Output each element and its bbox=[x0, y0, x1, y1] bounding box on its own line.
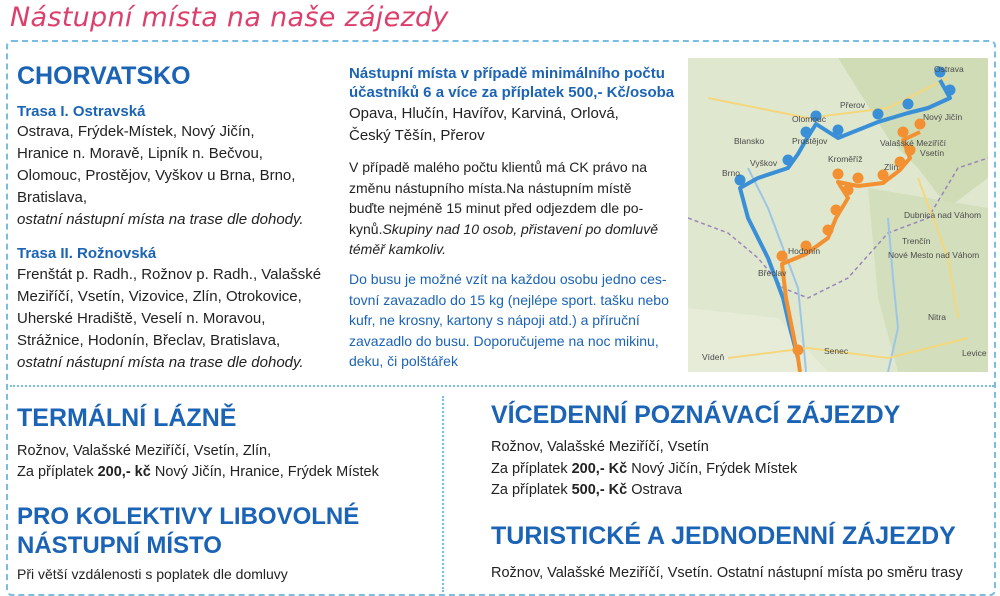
map-label: Trenčín bbox=[902, 236, 931, 246]
page-title: Nástupní místa na naše zájezdy bbox=[10, 2, 449, 33]
map-label: Levice bbox=[962, 348, 987, 358]
multiday-heading: VÍCEDENNÍ POZNÁVACÍ ZÁJEZDY bbox=[491, 401, 901, 429]
map-pin bbox=[853, 173, 864, 184]
map-label: Vyškov bbox=[750, 158, 778, 168]
map-label: Zlín bbox=[884, 162, 899, 172]
route2-text: Frenštát p. Radh., Rožnov p. Radh., Valašské Meziříčí, Vsetín, Vizovice, Zlín, Otrokovice, Uherské Hradiště, Veselí n. Moravou, Strážnice, Hodonín, Břeclav, Bratislava, ostatní nástupní místa na trase dle dohody. bbox=[17, 266, 322, 371]
map-label: Přerov bbox=[840, 100, 866, 110]
map-pin bbox=[873, 109, 884, 120]
map-label: Valašské Meziříčí bbox=[880, 138, 946, 148]
map-pin bbox=[833, 125, 844, 136]
minimum-heading: Nástupní místa v případě minimálního počtu účastníků 6 a více za příplatek 500,- Kč/osoba bbox=[349, 65, 675, 101]
map-label: Blansko bbox=[734, 136, 765, 146]
route2-title: Trasa II. Rožnovská bbox=[17, 245, 157, 262]
map-label: Vsetín bbox=[920, 148, 945, 158]
map-label: Nitra bbox=[928, 312, 946, 322]
collective-text: Při větší vzdálenosti s poplatek dle domluvy bbox=[17, 566, 288, 582]
minimum-cities: Opava, Hlučín, Havířov, Karviná, Orlová, Český Těšín, Přerov bbox=[349, 105, 619, 144]
map-label: Nový Jičín bbox=[923, 112, 963, 122]
map-pin bbox=[777, 251, 788, 262]
map-pin bbox=[843, 185, 854, 196]
map-pin bbox=[793, 345, 804, 356]
map-label: Kroměříž bbox=[828, 154, 863, 164]
map-label: Vídeň bbox=[702, 352, 725, 362]
horizontal-divider bbox=[10, 385, 994, 387]
map-pin bbox=[903, 99, 914, 110]
route1-title: Trasa I. Ostravská bbox=[17, 103, 146, 120]
croatia-heading: CHORVATSKO bbox=[17, 62, 191, 90]
map-pin bbox=[945, 85, 956, 96]
route1-text: Ostrava, Frýdek-Místek, Nový Jičín, Hranice n. Moravě, Lipník n. Bečvou, Olomouc, Prostějov, Vyškov u Brna, Brno, Bratislava, ostatní nástupní místa na trase dle dohody. bbox=[17, 123, 304, 228]
map-label: Hodonín bbox=[788, 246, 821, 256]
map-label: Břeclav bbox=[758, 268, 787, 278]
map-pin bbox=[783, 155, 794, 166]
vertical-divider bbox=[442, 396, 444, 592]
map-label: Prostějov bbox=[792, 136, 828, 146]
thermal-heading: TERMÁLNÍ LÁZNĚ bbox=[17, 404, 237, 432]
map-label: Brno bbox=[722, 168, 740, 178]
multiday-text: Rožnov, Valašské Meziříčí, Vsetín Za příplatek 200,- Kč Nový Jičín, Frýdek Místek Za příplatek 500,- Kč Ostrava bbox=[491, 439, 798, 498]
route-map-svg bbox=[688, 58, 988, 372]
map-pin bbox=[898, 127, 909, 138]
minimum-info: V případě malého počtu klientů má CK právo na změnu nástupního místa.Na nástupním místě buďte nejméně 15 minut před odjezdem dle po- kynů.Skupiny nad 10 osob, přistavení po domluvě téměř kamkoliv. bbox=[349, 159, 658, 257]
thermal-text: Rožnov, Valašské Meziříčí, Vsetín, Zlín, Za příplatek 200,- kč Nový Jičín, Hranice, Frýdek Místek bbox=[17, 443, 379, 480]
map-label: Olomouc bbox=[792, 114, 827, 124]
map-pin bbox=[833, 169, 844, 180]
map-label: Dubnica nad Váhom bbox=[904, 210, 982, 220]
map-pin bbox=[831, 205, 842, 216]
luggage-info: Do busu je možné vzít na každou osobu jedno ces- tovní zavazadlo do 15 kg (nejlépe sport. tašku nebo kufr, ne krosny, kartony s nápoji atd.) a příruční zavazadlo do busu. Doporučujeme na noc mikinu, deku, či polštářek bbox=[349, 271, 669, 369]
map-label: Nové Mesto nad Váhom bbox=[888, 250, 980, 260]
map-pin bbox=[823, 225, 834, 236]
route-map bbox=[688, 58, 988, 372]
map-label: Senec bbox=[824, 346, 849, 356]
tourist-text: Rožnov, Valašské Meziříčí, Vsetín. Ostatní nástupní místa po směru trasy bbox=[491, 565, 963, 581]
tourist-heading: TURISTICKÉ A JEDNODENNÍ ZÁJEZDY bbox=[491, 522, 956, 550]
collective-heading: PRO KOLEKTIVY LIBOVOLNÉ NÁSTUPNÍ MÍSTO bbox=[17, 503, 360, 559]
map-label: Ostrava bbox=[934, 64, 964, 74]
